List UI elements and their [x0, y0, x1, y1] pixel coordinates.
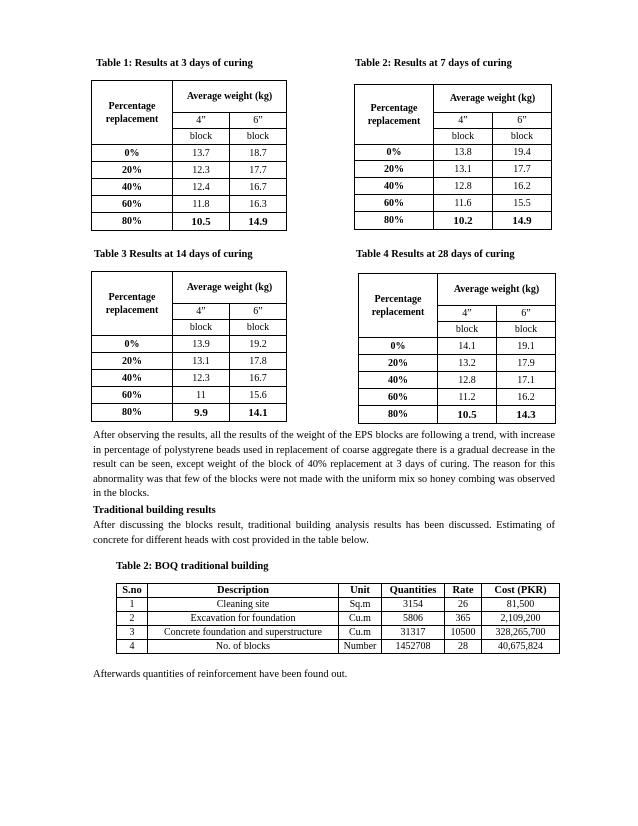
boq-header-description: Description: [148, 584, 339, 598]
boq-header-quantities: Quantities: [382, 584, 445, 598]
paragraph-results: After observing the results, all the results of the weight of the EPS blocks are following a trend, with increase in percentage of polystyrene beads used in replacement of coarse aggregate there is a gradual decrease in the result can be seen, except weight of the block of 40% replacement at 3 days of curing. The reason for this abnormality was that few of the blocks were not made with the uniform mix so honey combing was observed in the blocks.: [93, 430, 555, 500]
table2-pct-header: Percentage replacement: [355, 85, 434, 145]
table1-val-4: 12.3: [173, 162, 230, 179]
table3-val-6: 19.2: [229, 336, 286, 353]
table-row: [92, 213, 287, 231]
table2-avg-header: Average weight (kg): [434, 85, 552, 113]
table3-size-6: 6”: [229, 304, 286, 320]
boq-header-sno: S.no: [117, 584, 148, 598]
table1-pct: 0%: [92, 145, 173, 162]
table4-avg-header: Average weight (kg): [438, 274, 556, 306]
table-header-row: [117, 584, 560, 598]
table3-pct: 80%: [92, 404, 173, 422]
boq-unit: Cu.m: [339, 626, 382, 640]
table-row: [359, 389, 556, 406]
paragraph-reinforcement: Afterwards quantities of reinforcement have been found out.: [93, 669, 348, 680]
table-row: [117, 626, 560, 640]
table2-size-4: 4”: [434, 113, 493, 129]
table1-val-4: 13.7: [173, 145, 230, 162]
boq-unit: Number: [339, 640, 382, 654]
table-row: [92, 196, 287, 213]
boq-description: Cleaning site: [148, 598, 339, 612]
boq-quantity: 3154: [382, 598, 445, 612]
table-row: [92, 179, 287, 196]
table4-pct: 60%: [359, 389, 438, 406]
table1-pct: 20%: [92, 162, 173, 179]
boq-sno: 2: [117, 612, 148, 626]
paragraph-traditional: After discussing the blocks result, traditional building analysis results has been discussed. Estimating of concrete for different heads with cost provided in the table below.: [93, 520, 555, 546]
table3-unit: block: [229, 320, 286, 336]
boq-rate: 10500: [445, 626, 482, 640]
boq-rate: 26: [445, 598, 482, 612]
table4-unit: block: [496, 322, 555, 338]
boq-quantity: 5806: [382, 612, 445, 626]
table1-val-4: 10.5: [173, 213, 230, 231]
table2-pct: 60%: [355, 195, 434, 212]
table1-pct: 80%: [92, 213, 173, 231]
table1-val-6: 17.7: [229, 162, 286, 179]
table2-val-4: 12.8: [434, 178, 493, 195]
table4-pct: 80%: [359, 406, 438, 424]
table1-avg-header: Average weight (kg): [173, 81, 287, 113]
table-row: [355, 161, 552, 178]
table-row: [92, 336, 287, 353]
boq-unit: Sq.m: [339, 598, 382, 612]
table-row: [117, 612, 560, 626]
table2-val-4: 10.2: [434, 212, 493, 230]
boq-description: Excavation for foundation: [148, 612, 339, 626]
table3-pct: 60%: [92, 387, 173, 404]
table2-val-4: 11.6: [434, 195, 493, 212]
table2-size-6: 6”: [492, 113, 551, 129]
table2-pct: 0%: [355, 145, 434, 161]
table-row: [355, 145, 552, 161]
table-row: [92, 162, 287, 179]
table-row: [117, 598, 560, 612]
table-row: [92, 370, 287, 387]
table4-size-6: 6”: [496, 306, 555, 322]
table4-pct: 20%: [359, 355, 438, 372]
table2-val-6: 15.5: [492, 195, 551, 212]
boq-cost: 2,109,200: [482, 612, 560, 626]
table4-val-4: 13.2: [438, 355, 497, 372]
table2-val-6: 14.9: [492, 212, 551, 230]
table1-pct: 40%: [92, 179, 173, 196]
table4-unit: block: [438, 322, 497, 338]
table3: [91, 271, 287, 422]
table1-size-4: 4”: [173, 113, 230, 129]
table-row: [355, 212, 552, 230]
table4-val-4: 14.1: [438, 338, 497, 355]
boq-cost: 81,500: [482, 598, 560, 612]
table2: [354, 84, 552, 230]
table3-val-4: 13.1: [173, 353, 230, 370]
boq-quantity: 31317: [382, 626, 445, 640]
table-row: [355, 195, 552, 212]
table-row: [359, 372, 556, 389]
table2-pct: 80%: [355, 212, 434, 230]
table3-pct: 40%: [92, 370, 173, 387]
table2-pct: 20%: [355, 161, 434, 178]
table1-pct: 60%: [92, 196, 173, 213]
table4-pct: 0%: [359, 338, 438, 355]
boq-caption: Table 2: BOQ traditional building: [116, 561, 269, 572]
table4-caption: Table 4 Results at 28 days of curing: [356, 249, 515, 260]
boq-description: No. of blocks: [148, 640, 339, 654]
table-row: [359, 338, 556, 355]
boq-rate: 365: [445, 612, 482, 626]
table-row: [359, 406, 556, 424]
table4-val-4: 10.5: [438, 406, 497, 424]
boq-sno: 4: [117, 640, 148, 654]
table3-caption: Table 3 Results at 14 days of curing: [94, 249, 253, 260]
table1-pct-header: Percentage replacement: [92, 81, 173, 145]
table4-val-4: 12.8: [438, 372, 497, 389]
table3-val-6: 15.6: [229, 387, 286, 404]
table1-val-6: 16.3: [229, 196, 286, 213]
table-row: [355, 178, 552, 195]
boq-description: Concrete foundation and superstructure: [148, 626, 339, 640]
table1: [91, 80, 287, 231]
table3-val-6: 16.7: [229, 370, 286, 387]
boq-rate: 28: [445, 640, 482, 654]
boq-cost: 328,265,700: [482, 626, 560, 640]
boq-sno: 3: [117, 626, 148, 640]
table2-val-6: 16.2: [492, 178, 551, 195]
boq-quantity: 1452708: [382, 640, 445, 654]
table2-pct: 40%: [355, 178, 434, 195]
table1-val-4: 11.8: [173, 196, 230, 213]
table-row: [92, 353, 287, 370]
table-row: [92, 145, 287, 162]
boq-table: [116, 583, 560, 654]
table3-val-4: 9.9: [173, 404, 230, 422]
table1-unit: block: [229, 129, 286, 145]
table4-val-6: 16.2: [496, 389, 555, 406]
table4-val-4: 11.2: [438, 389, 497, 406]
table3-pct-header: Percentage replacement: [92, 272, 173, 336]
table4-val-6: 17.9: [496, 355, 555, 372]
table2-val-6: 19.4: [492, 145, 551, 161]
table1-val-4: 12.4: [173, 179, 230, 196]
table1-val-6: 16.7: [229, 179, 286, 196]
table2-val-4: 13.8: [434, 145, 493, 161]
table4-pct-header: Percentage replacement: [359, 274, 438, 338]
table-row: [92, 404, 287, 422]
table2-unit: block: [434, 129, 493, 145]
table-row: [92, 387, 287, 404]
table-row: [117, 640, 560, 654]
table4-val-6: 14.3: [496, 406, 555, 424]
boq-header-rate: Rate: [445, 584, 482, 598]
table4-val-6: 19.1: [496, 338, 555, 355]
boq-unit: Cu.m: [339, 612, 382, 626]
table1-val-6: 18.7: [229, 145, 286, 162]
table4-size-4: 4”: [438, 306, 497, 322]
table3-avg-header: Average weight (kg): [173, 272, 287, 304]
table3-pct: 20%: [92, 353, 173, 370]
table3-pct: 0%: [92, 336, 173, 353]
boq-header-unit: Unit: [339, 584, 382, 598]
table3-size-4: 4”: [173, 304, 230, 320]
section-heading: Traditional building results: [93, 505, 216, 516]
boq-cost: 40,675,824: [482, 640, 560, 654]
table2-val-6: 17.7: [492, 161, 551, 178]
table1-caption: Table 1: Results at 3 days of curing: [96, 58, 253, 69]
table2-unit: block: [492, 129, 551, 145]
table3-val-4: 11: [173, 387, 230, 404]
boq-sno: 1: [117, 598, 148, 612]
table2-caption: Table 2: Results at 7 days of curing: [355, 58, 512, 69]
table1-size-6: 6”: [229, 113, 286, 129]
table3-val-6: 14.1: [229, 404, 286, 422]
table1-val-6: 14.9: [229, 213, 286, 231]
table4: [358, 273, 556, 424]
table2-val-4: 13.1: [434, 161, 493, 178]
table3-val-4: 13.9: [173, 336, 230, 353]
table3-val-4: 12.3: [173, 370, 230, 387]
boq-header-cost: Cost (PKR): [482, 584, 560, 598]
table4-val-6: 17.1: [496, 372, 555, 389]
table1-unit: block: [173, 129, 230, 145]
table3-val-6: 17.8: [229, 353, 286, 370]
table3-unit: block: [173, 320, 230, 336]
table4-pct: 40%: [359, 372, 438, 389]
table-row: [359, 355, 556, 372]
